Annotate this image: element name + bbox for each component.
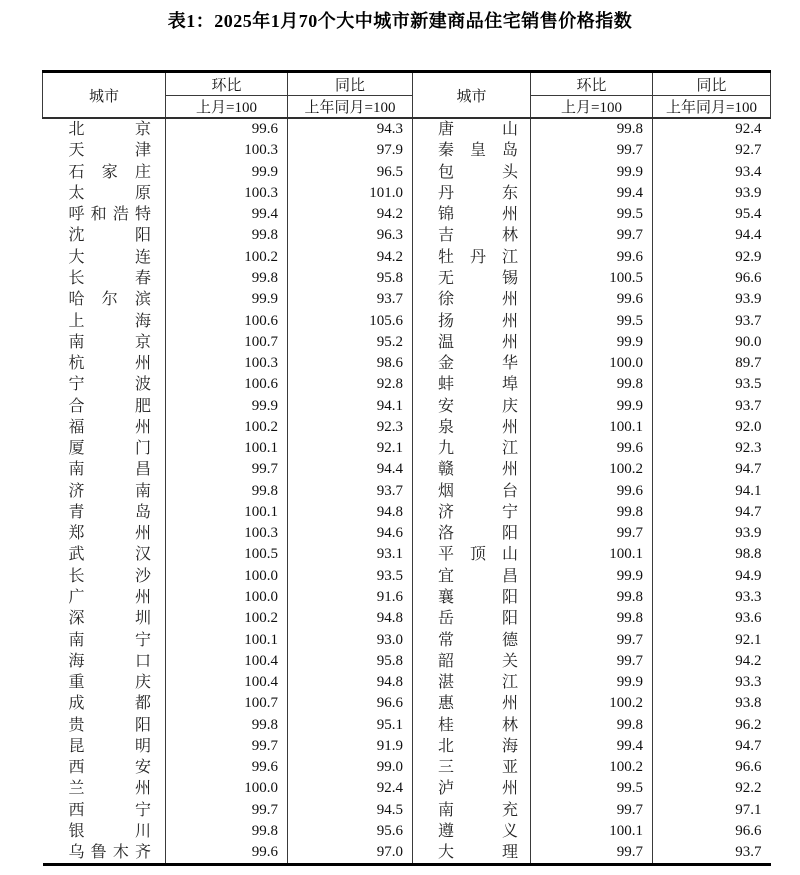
city-name-right: 包头 [413,162,531,183]
city-name-left: 北京 [43,118,166,140]
mom-value-left: 100.6 [166,310,288,331]
yoy-value-right: 93.8 [653,693,771,714]
mom-value-right: 100.1 [531,417,653,438]
city-name-left: 呼和浩特 [43,204,166,225]
yoy-value-left: 95.6 [288,821,413,842]
mom-value-left: 100.1 [166,502,288,523]
city-name-left: 昆明 [43,736,166,757]
city-name-right: 九江 [413,438,531,459]
mom-value-right: 100.2 [531,757,653,778]
table-row [43,502,771,523]
mom-value-left: 100.1 [166,438,288,459]
mom-value-right: 100.5 [531,268,653,289]
city-name-right: 赣州 [413,459,531,480]
city-name-right: 济宁 [413,502,531,523]
city-name-left: 济南 [43,481,166,502]
yoy-value-right: 92.3 [653,438,771,459]
mom-value-left: 99.9 [166,289,288,310]
yoy-value-right: 92.0 [653,417,771,438]
yoy-value-left: 95.8 [288,651,413,672]
mom-value-left: 100.4 [166,651,288,672]
table-row [43,481,771,502]
table-row [43,438,771,459]
header-mom-base-left: 上月=100 [166,96,288,119]
yoy-value-right: 96.6 [653,821,771,842]
yoy-value-right: 96.6 [653,268,771,289]
mom-value-right: 99.8 [531,118,653,140]
yoy-value-right: 94.7 [653,502,771,523]
yoy-value-right: 98.8 [653,544,771,565]
table-row [43,204,771,225]
yoy-value-left: 96.6 [288,693,413,714]
table-row [43,523,771,544]
city-name-left: 重庆 [43,672,166,693]
yoy-value-left: 94.8 [288,608,413,629]
city-name-left: 海口 [43,651,166,672]
table-row [43,140,771,161]
mom-value-left: 99.8 [166,714,288,735]
table-row [43,800,771,821]
header-yoy-left: 同比 [288,72,413,96]
mom-value-right: 99.9 [531,395,653,416]
mom-value-right: 99.5 [531,310,653,331]
yoy-value-right: 93.9 [653,183,771,204]
city-name-right: 南充 [413,800,531,821]
table-row [43,310,771,331]
city-name-right: 锦州 [413,204,531,225]
city-name-right: 丹东 [413,183,531,204]
yoy-value-right: 89.7 [653,353,771,374]
city-name-right: 吉林 [413,225,531,246]
table-row [43,459,771,480]
yoy-value-left: 94.5 [288,800,413,821]
city-name-right: 韶关 [413,651,531,672]
city-name-right: 三亚 [413,757,531,778]
mom-value-left: 100.2 [166,417,288,438]
city-name-left: 杭州 [43,353,166,374]
city-name-left: 深圳 [43,608,166,629]
table-row [43,672,771,693]
city-name-left: 宁波 [43,374,166,395]
header-yoy-base-right: 上年同月=100 [653,96,771,119]
city-name-left: 南宁 [43,629,166,650]
yoy-value-right: 94.7 [653,459,771,480]
city-name-left: 厦门 [43,438,166,459]
city-name-right: 金华 [413,353,531,374]
city-name-right: 遵义 [413,821,531,842]
city-name-left: 武汉 [43,544,166,565]
city-name-right: 泸州 [413,778,531,799]
table-row [43,693,771,714]
mom-value-right: 100.2 [531,693,653,714]
city-name-right: 安庆 [413,395,531,416]
yoy-value-right: 94.1 [653,481,771,502]
table-body [43,118,771,865]
city-name-left: 上海 [43,310,166,331]
city-name-left: 南昌 [43,459,166,480]
mom-value-left: 100.3 [166,523,288,544]
city-name-left: 青岛 [43,502,166,523]
table-row [43,714,771,735]
city-name-right: 洛阳 [413,523,531,544]
yoy-value-right: 93.7 [653,842,771,865]
mom-value-right: 99.4 [531,183,653,204]
yoy-value-left: 97.9 [288,140,413,161]
mom-value-left: 100.4 [166,672,288,693]
mom-value-right: 99.9 [531,162,653,183]
city-name-right: 常德 [413,629,531,650]
mom-value-left: 100.3 [166,140,288,161]
mom-value-right: 99.7 [531,651,653,672]
yoy-value-right: 93.6 [653,608,771,629]
yoy-value-right: 93.9 [653,523,771,544]
yoy-value-left: 93.5 [288,566,413,587]
yoy-value-left: 94.8 [288,502,413,523]
city-name-left: 南京 [43,332,166,353]
city-name-right: 蚌埠 [413,374,531,395]
yoy-value-right: 92.4 [653,118,771,140]
yoy-value-right: 93.5 [653,374,771,395]
city-name-right: 大理 [413,842,531,865]
table-row [43,736,771,757]
city-name-right: 牡丹江 [413,247,531,268]
yoy-value-right: 92.1 [653,629,771,650]
table-row [43,566,771,587]
yoy-value-right: 94.7 [653,736,771,757]
mom-value-left: 100.5 [166,544,288,565]
table-row [43,268,771,289]
yoy-value-left: 94.2 [288,204,413,225]
table-row [43,247,771,268]
city-name-left: 长春 [43,268,166,289]
table-row [43,629,771,650]
mom-value-left: 100.2 [166,247,288,268]
city-name-right: 烟台 [413,481,531,502]
city-name-left: 长沙 [43,566,166,587]
city-name-right: 唐山 [413,118,531,140]
table-row [43,289,771,310]
city-name-left: 沈阳 [43,225,166,246]
yoy-value-left: 91.9 [288,736,413,757]
yoy-value-right: 93.3 [653,672,771,693]
city-name-left: 广州 [43,587,166,608]
mom-value-left: 100.7 [166,693,288,714]
mom-value-left: 99.8 [166,225,288,246]
mom-value-left: 100.3 [166,183,288,204]
mom-value-right: 100.1 [531,544,653,565]
mom-value-left: 100.0 [166,566,288,587]
mom-value-right: 99.8 [531,374,653,395]
mom-value-left: 100.0 [166,778,288,799]
mom-value-right: 99.7 [531,629,653,650]
header-yoy-right: 同比 [653,72,771,96]
yoy-value-right: 92.9 [653,247,771,268]
yoy-value-right: 96.2 [653,714,771,735]
yoy-value-right: 95.4 [653,204,771,225]
yoy-value-left: 95.1 [288,714,413,735]
city-name-left: 郑州 [43,523,166,544]
table-row [43,778,771,799]
city-name-left: 西安 [43,757,166,778]
table-header [43,72,771,119]
mom-value-left: 99.6 [166,757,288,778]
yoy-value-right: 93.7 [653,395,771,416]
table-row [43,183,771,204]
yoy-value-left: 93.7 [288,289,413,310]
city-name-right: 襄阳 [413,587,531,608]
table-row [43,544,771,565]
mom-value-right: 99.7 [531,523,653,544]
yoy-value-left: 92.4 [288,778,413,799]
mom-value-left: 99.9 [166,395,288,416]
header-mom-base-right: 上月=100 [531,96,653,119]
mom-value-left: 99.4 [166,204,288,225]
yoy-value-right: 94.4 [653,225,771,246]
header-yoy-base-left: 上年同月=100 [288,96,413,119]
mom-value-left: 99.8 [166,268,288,289]
mom-value-left: 99.6 [166,842,288,865]
mom-value-left: 99.7 [166,800,288,821]
price-index-table-container [42,70,770,866]
mom-value-left: 99.7 [166,459,288,480]
yoy-value-left: 92.8 [288,374,413,395]
mom-value-right: 99.5 [531,778,653,799]
table-row [43,821,771,842]
yoy-value-right: 93.7 [653,310,771,331]
city-name-right: 徐州 [413,289,531,310]
table-row [43,842,771,865]
city-name-left: 乌鲁木齐 [43,842,166,865]
yoy-value-right: 96.6 [653,757,771,778]
mom-value-right: 99.8 [531,714,653,735]
city-name-left: 贵阳 [43,714,166,735]
mom-value-left: 99.9 [166,162,288,183]
mom-value-left: 99.8 [166,821,288,842]
mom-value-left: 100.3 [166,353,288,374]
city-name-right: 桂林 [413,714,531,735]
table-row [43,332,771,353]
yoy-value-right: 92.7 [653,140,771,161]
mom-value-right: 99.8 [531,502,653,523]
mom-value-right: 99.6 [531,438,653,459]
mom-value-right: 99.7 [531,225,653,246]
yoy-value-left: 95.8 [288,268,413,289]
city-name-left: 银川 [43,821,166,842]
table-row [43,162,771,183]
city-name-left: 西宁 [43,800,166,821]
mom-value-right: 99.7 [531,842,653,865]
mom-value-right: 99.9 [531,672,653,693]
city-name-left: 天津 [43,140,166,161]
yoy-value-right: 93.4 [653,162,771,183]
yoy-value-left: 94.2 [288,247,413,268]
table-row [43,417,771,438]
mom-value-right: 99.7 [531,140,653,161]
yoy-value-left: 94.3 [288,118,413,140]
table-row [43,225,771,246]
yoy-value-left: 93.1 [288,544,413,565]
city-name-left: 成都 [43,693,166,714]
city-name-right: 泉州 [413,417,531,438]
mom-value-right: 99.8 [531,608,653,629]
mom-value-left: 100.6 [166,374,288,395]
yoy-value-right: 93.9 [653,289,771,310]
yoy-value-right: 92.2 [653,778,771,799]
header-mom-right: 环比 [531,72,653,96]
yoy-value-right: 94.9 [653,566,771,587]
table-row [43,118,771,140]
header-city-right: 城市 [413,72,531,119]
city-name-left: 兰州 [43,778,166,799]
city-name-right: 北海 [413,736,531,757]
city-name-right: 湛江 [413,672,531,693]
yoy-value-right: 93.3 [653,587,771,608]
mom-value-right: 99.5 [531,204,653,225]
mom-value-right: 99.9 [531,566,653,587]
mom-value-right: 100.1 [531,821,653,842]
mom-value-right: 100.0 [531,353,653,374]
city-name-right: 岳阳 [413,608,531,629]
yoy-value-left: 98.6 [288,353,413,374]
mom-value-left: 99.6 [166,118,288,140]
city-name-left: 石家庄 [43,162,166,183]
city-name-right: 平顶山 [413,544,531,565]
yoy-value-left: 95.2 [288,332,413,353]
city-name-right: 扬州 [413,310,531,331]
mom-value-left: 100.1 [166,629,288,650]
city-name-left: 大连 [43,247,166,268]
city-name-left: 太原 [43,183,166,204]
yoy-value-left: 94.4 [288,459,413,480]
yoy-value-left: 93.7 [288,481,413,502]
yoy-value-left: 94.6 [288,523,413,544]
yoy-value-right: 97.1 [653,800,771,821]
yoy-value-left: 99.0 [288,757,413,778]
yoy-value-left: 101.0 [288,183,413,204]
table-row [43,374,771,395]
yoy-value-left: 96.3 [288,225,413,246]
city-name-right: 无锡 [413,268,531,289]
price-index-table [42,70,771,866]
table-row [43,757,771,778]
mom-value-left: 100.0 [166,587,288,608]
yoy-value-left: 92.1 [288,438,413,459]
mom-value-left: 100.7 [166,332,288,353]
city-name-left: 合肥 [43,395,166,416]
mom-value-left: 100.2 [166,608,288,629]
mom-value-left: 99.8 [166,481,288,502]
yoy-value-left: 91.6 [288,587,413,608]
mom-value-right: 99.7 [531,800,653,821]
header-mom-left: 环比 [166,72,288,96]
mom-value-right: 99.6 [531,289,653,310]
yoy-value-left: 94.1 [288,395,413,416]
city-name-left: 哈尔滨 [43,289,166,310]
city-name-left: 福州 [43,417,166,438]
yoy-value-left: 94.8 [288,672,413,693]
mom-value-right: 99.9 [531,332,653,353]
city-name-right: 宜昌 [413,566,531,587]
table-row [43,608,771,629]
mom-value-right: 100.2 [531,459,653,480]
table-title: 表1：2025年1月70个大中城市新建商品住宅销售价格指数 [167,11,633,31]
yoy-value-left: 97.0 [288,842,413,865]
yoy-value-left: 92.3 [288,417,413,438]
city-name-right: 秦皇岛 [413,140,531,161]
yoy-value-right: 94.2 [653,651,771,672]
mom-value-right: 99.6 [531,247,653,268]
mom-value-right: 99.6 [531,481,653,502]
yoy-value-left: 96.5 [288,162,413,183]
yoy-value-left: 105.6 [288,310,413,331]
header-city-left: 城市 [43,72,166,119]
city-name-right: 温州 [413,332,531,353]
city-name-right: 惠州 [413,693,531,714]
yoy-value-left: 93.0 [288,629,413,650]
mom-value-left: 99.7 [166,736,288,757]
mom-value-right: 99.4 [531,736,653,757]
table-row [43,395,771,416]
mom-value-right: 99.8 [531,587,653,608]
table-row [43,353,771,374]
yoy-value-right: 90.0 [653,332,771,353]
table-row [43,651,771,672]
table-row [43,587,771,608]
